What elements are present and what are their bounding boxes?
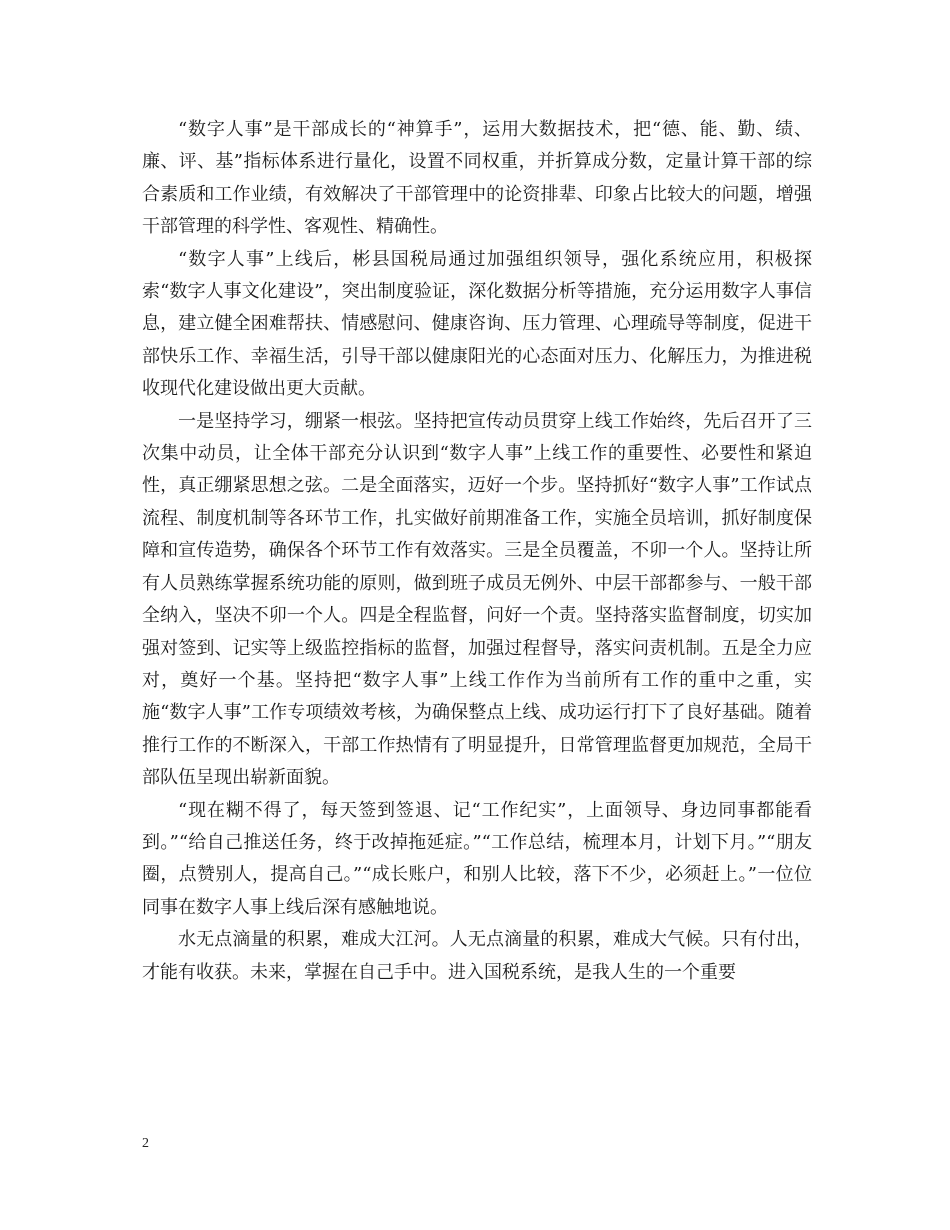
paragraph-3: 一是坚持学习，绷紧一根弦。坚持把宣传动员贯穿上线工作始终，先后召开了三次集中动员，让全体干部充分认识到“数字人事”上线工作的重要性、必要性和紧迫性，真正绷紧思想之弦。二是全面落实，迈好一个步。坚持抓好“数字人事”工作试点流程、制度机制等各环节工作，扎实做好前期准备工作，实施全员培训，抓好制度保障和宣传造势，确保各个环节工作有效落实。三是全员覆盖，不卯一个人。坚持让所有人员熟练掌握系统功能的原则，做到班子成员无例外、中层干部都参与、一般干部全纳入，坚决不卯一个人。四是全程监督，问好一个责。坚持落实监督制度，切实加强对签到、记实等上级监控指标的监督，加强过程督导，落实问责机制。五是全力应对，奠好一个基。坚持把“数字人事”上线工作作为当前所有工作的重中之重，实施“数字人事”工作专项绩效考核，为确保整点上线、成功运行打下了良好基础。随着推行工作的不断深入，干部工作热情有了明显提升，日常管理监督更加规范，全局干部队伍呈现出崭新面貌。 <box>142 410 812 789</box>
paragraph-4: “现在糊不得了，每天签到签退、记“工作纪实”，上面领导、身边同事都能看到。”“给自己推送任务，终于改掉拖延症。”“工作总结，梳理本月，计划下月。”“朋友圈，点赞别人，提高自己。”“成长账户，和别人比较，落下不少，必须赶上。”一位位同事在数字人事上线后深有感触地说。 <box>142 799 812 918</box>
page-number: 2 <box>142 1136 149 1151</box>
paragraph-5: 水无点滴量的积累，难成大江河。人无点滴量的积累，难成大气候。只有付出，才能有收获。未来，掌握在自己手中。进入国税系统，是我人生的一个重要 <box>142 929 812 983</box>
body-text <box>142 114 812 989</box>
paragraph-2: “数字人事”上线后，彬县国税局通过加强组织领导，强化系统应用，积极探索“数字人事文化建设”，突出制度验证，深化数据分析等措施，充分运用数字人事信息，建立健全困难帮扶、情感慰问、健康咨询、压力管理、心理疏导等制度，促进干部快乐工作、幸福生活，引导干部以健康阳光的心态面对压力、化解压力，为推进税收现代化建设做出更大贡献。 <box>142 248 812 400</box>
paragraph-1: “数字人事”是干部成长的“神算手”，运用大数据技术，把“德、能、勤、绩、廉、评、基”指标体系进行量化，设置不同权重，并折算成分数，定量计算干部的综合素质和工作业绩，有效解决了干部管理中的论资排辈、印象占比较大的问题，增强干部管理的科学性、客观性、精确性。 <box>142 119 812 238</box>
